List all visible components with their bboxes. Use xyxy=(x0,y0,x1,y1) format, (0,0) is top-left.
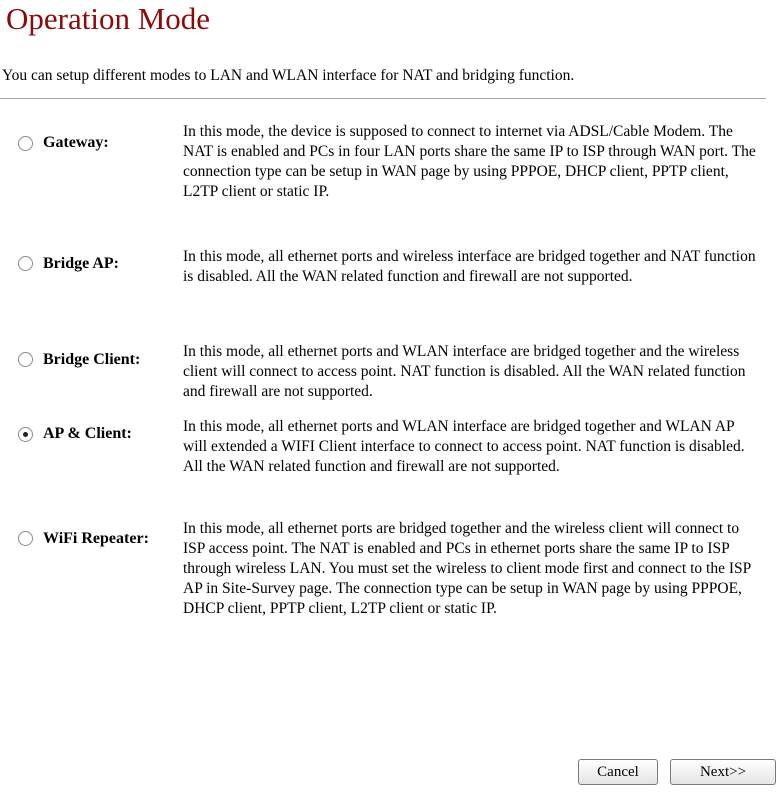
bridge-client-radio[interactable] xyxy=(18,352,33,367)
wifi-repeater-description: In this mode, all ethernet ports are bridged together and the wireless client will connect to ISP access point. The NAT is enabled and PCs in ethernet ports share the same IP to ISP through wireless LAN. You must set the wireless to client mode first and connect to the ISP AP in Site-Survey page. The connection type can be setup in WAN page by using PPPOE, DHCP client, PPTP client, L2TP client or static IP. xyxy=(183,520,751,617)
cancel-button[interactable]: Cancel xyxy=(578,759,658,785)
ap-client-label[interactable]: AP & Client: xyxy=(43,425,132,442)
page-title: Operation Mode xyxy=(6,1,211,36)
gateway-description: In this mode, the device is supposed to connect to internet via ADSL/Cable Modem. The NAT is enabled and PCs in four LAN ports share the same IP to ISP through WAN port. The connection type can be setup in WAN page by using PPPOE, DHCP client, PPTP client, L2TP client or static IP. xyxy=(183,123,756,200)
intro-text: You can setup different modes to LAN and WLAN interface for NAT and bridging function. xyxy=(2,67,575,84)
wifi-repeater-label[interactable]: WiFi Repeater: xyxy=(43,530,149,547)
next-button[interactable]: Next>> xyxy=(670,759,776,785)
ap-client-description: In this mode, all ethernet ports and WLAN interface are bridged together and WLAN AP will extended a WIFI Client interface to connect to access point. NAT function is disabled. All the WAN related function and firewall are not supported. xyxy=(183,418,745,475)
bridge-client-label[interactable]: Bridge Client: xyxy=(43,351,141,368)
bridge-ap-radio[interactable] xyxy=(18,256,33,271)
bridge-client-description: In this mode, all ethernet ports and WLAN interface are bridged together and the wireless client will connect to access point. NAT function is disabled. All the WAN related function and firewall are not supported. xyxy=(183,343,746,400)
gateway-radio[interactable] xyxy=(18,136,33,151)
divider xyxy=(0,98,766,99)
bridge-ap-label[interactable]: Bridge AP: xyxy=(43,255,119,272)
wifi-repeater-radio[interactable] xyxy=(18,531,33,546)
ap-client-radio[interactable] xyxy=(18,427,33,442)
gateway-label[interactable]: Gateway: xyxy=(43,134,109,151)
bridge-ap-description: In this mode, all ethernet ports and wireless interface are bridged together and NAT function is disabled. All the WAN related function and firewall are not supported. xyxy=(183,248,756,285)
